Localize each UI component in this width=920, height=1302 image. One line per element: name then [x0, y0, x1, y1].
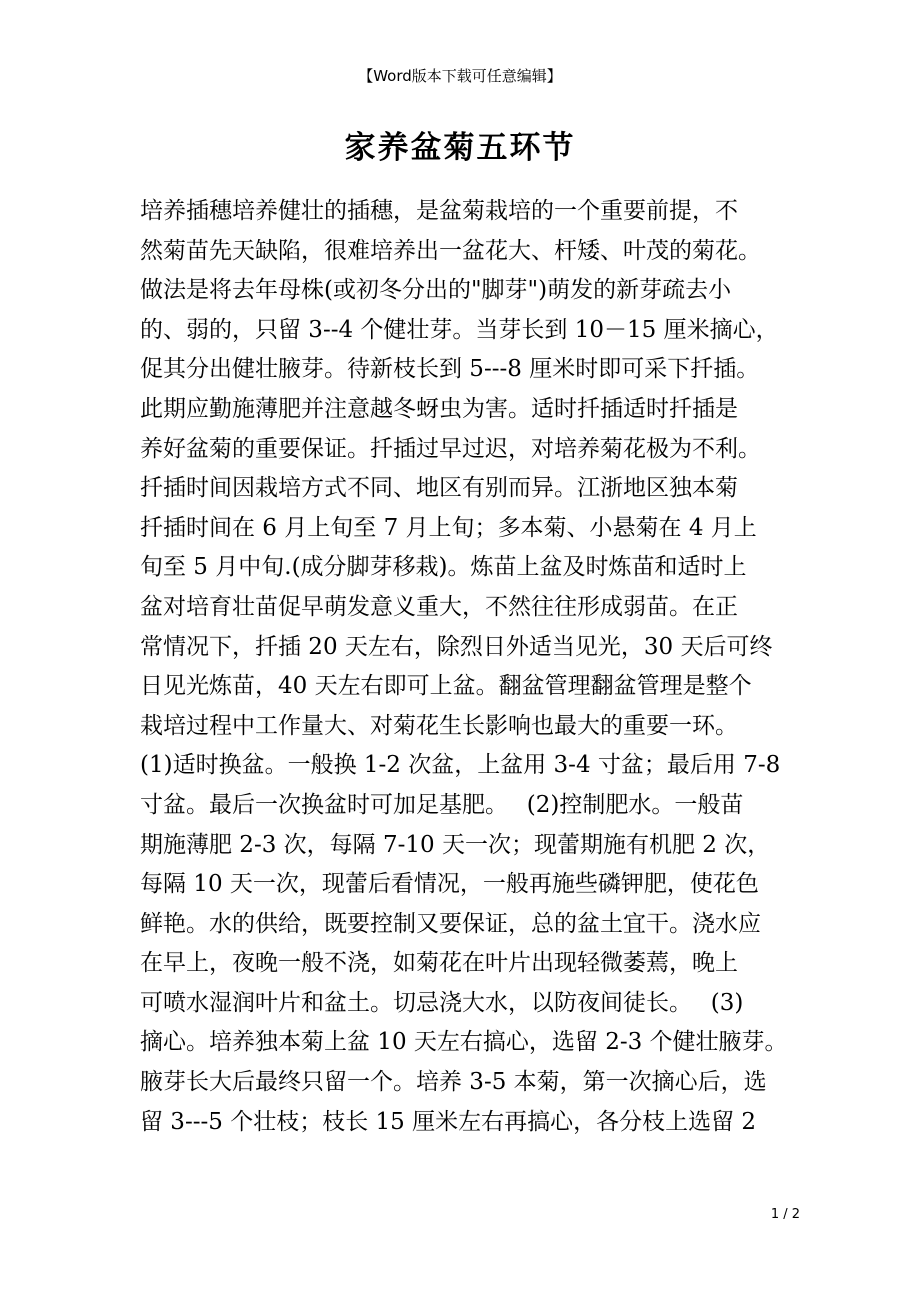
body-line: 培养插穗培养健壮的插穗，是盆菊栽培的一个重要前提，不 — [140, 198, 738, 224]
body-line: 鲜艳。水的供给，既要控制又要保证，总的盆土宜干。浇水应 — [140, 910, 761, 937]
body-line: 期施薄肥 2-3 次，每隔 7-10 天一次；现蕾期施有机肥 2 次， — [140, 831, 771, 858]
body-line: 栽培过程中工作量大、对菊花生长影响也最大的重要一环。 — [140, 712, 738, 739]
body-line: 可喷水湿润叶片和盆土。切忌浇大水，以防夜间徒长。 (3) — [140, 989, 744, 1016]
body-line: 扦插时间因栽培方式不同、地区有别而异。江浙地区独本菊 — [140, 475, 738, 502]
body-line: 常情况下，扦插 20 天左右，除烈日外适当见光，30 天后可终 — [140, 633, 773, 660]
body-line: 留 3---5 个壮枝；枝长 15 厘米左右再搞心，各分枝上选留 2 — [140, 1108, 757, 1135]
body-line: 在早上，夜晚一般不浇，如菊花在叶片出现轻微萎蔫，晚上 — [140, 950, 738, 977]
body-line: 的、弱的，只留 3--4 个健壮芽。当芽长到 10－15 厘米摘心， — [140, 316, 779, 343]
body-line: 寸盆。最后一次换盆时可加足基肥。 (2)控制肥水。一般苗 — [140, 791, 744, 818]
body-line: 盆对培育壮苗促早萌发意义重大，不然往往形成弱苗。在正 — [140, 593, 738, 620]
document-title: 家养盆菊五环节 — [344, 130, 576, 166]
body-text — [140, 192, 800, 1142]
body-line: 摘心。培养独本菊上盆 10 天左右搞心，选留 2-3 个健壮腋芽。 — [140, 1029, 788, 1056]
body-line: (1)适时换盆。一般换 1-2 次盆，上盆用 3-4 寸盆；最后用 7-8 — [140, 752, 781, 779]
body-line: 促其分出健壮腋芽。待新枝长到 5---8 厘米时即可采下扦插。 — [140, 356, 760, 383]
page-number: 1 / 2 — [770, 1207, 800, 1222]
body-line: 旬至 5 月中旬.(成分脚芽移栽)。炼苗上盆及时炼苗和适时上 — [140, 554, 747, 581]
body-line: 腋芽长大后最终只留一个。培养 3-5 本菊，第一次摘心后，选 — [140, 1069, 767, 1096]
body-line: 每隔 10 天一次，现蕾后看情况，一般再施些磷钾肥，使花色 — [140, 871, 759, 898]
header-note: 【Word版本下载可任意编辑】 — [358, 67, 562, 85]
body-line: 做法是将去年母株(或初冬分出的"脚芽")萌发的新芽疏去小 — [140, 277, 732, 304]
body-line: 然菊苗先天缺陷，很难培养出一盆花大、杆矮、叶茂的菊花。 — [140, 237, 761, 264]
body-line: 扦插时间在 6 月上旬至 7 月上旬；多本菊、小悬菊在 4 月上 — [140, 514, 757, 541]
body-line: 此期应勤施薄肥并注意越冬蚜虫为害。适时扦插适时扦插是 — [140, 395, 738, 422]
body-line: 养好盆菊的重要保证。扦插过早过迟，对培养菊花极为不利。 — [140, 435, 761, 462]
body-line: 日见光炼苗，40 天左右即可上盆。翻盆管理翻盆管理是整个 — [140, 673, 752, 700]
